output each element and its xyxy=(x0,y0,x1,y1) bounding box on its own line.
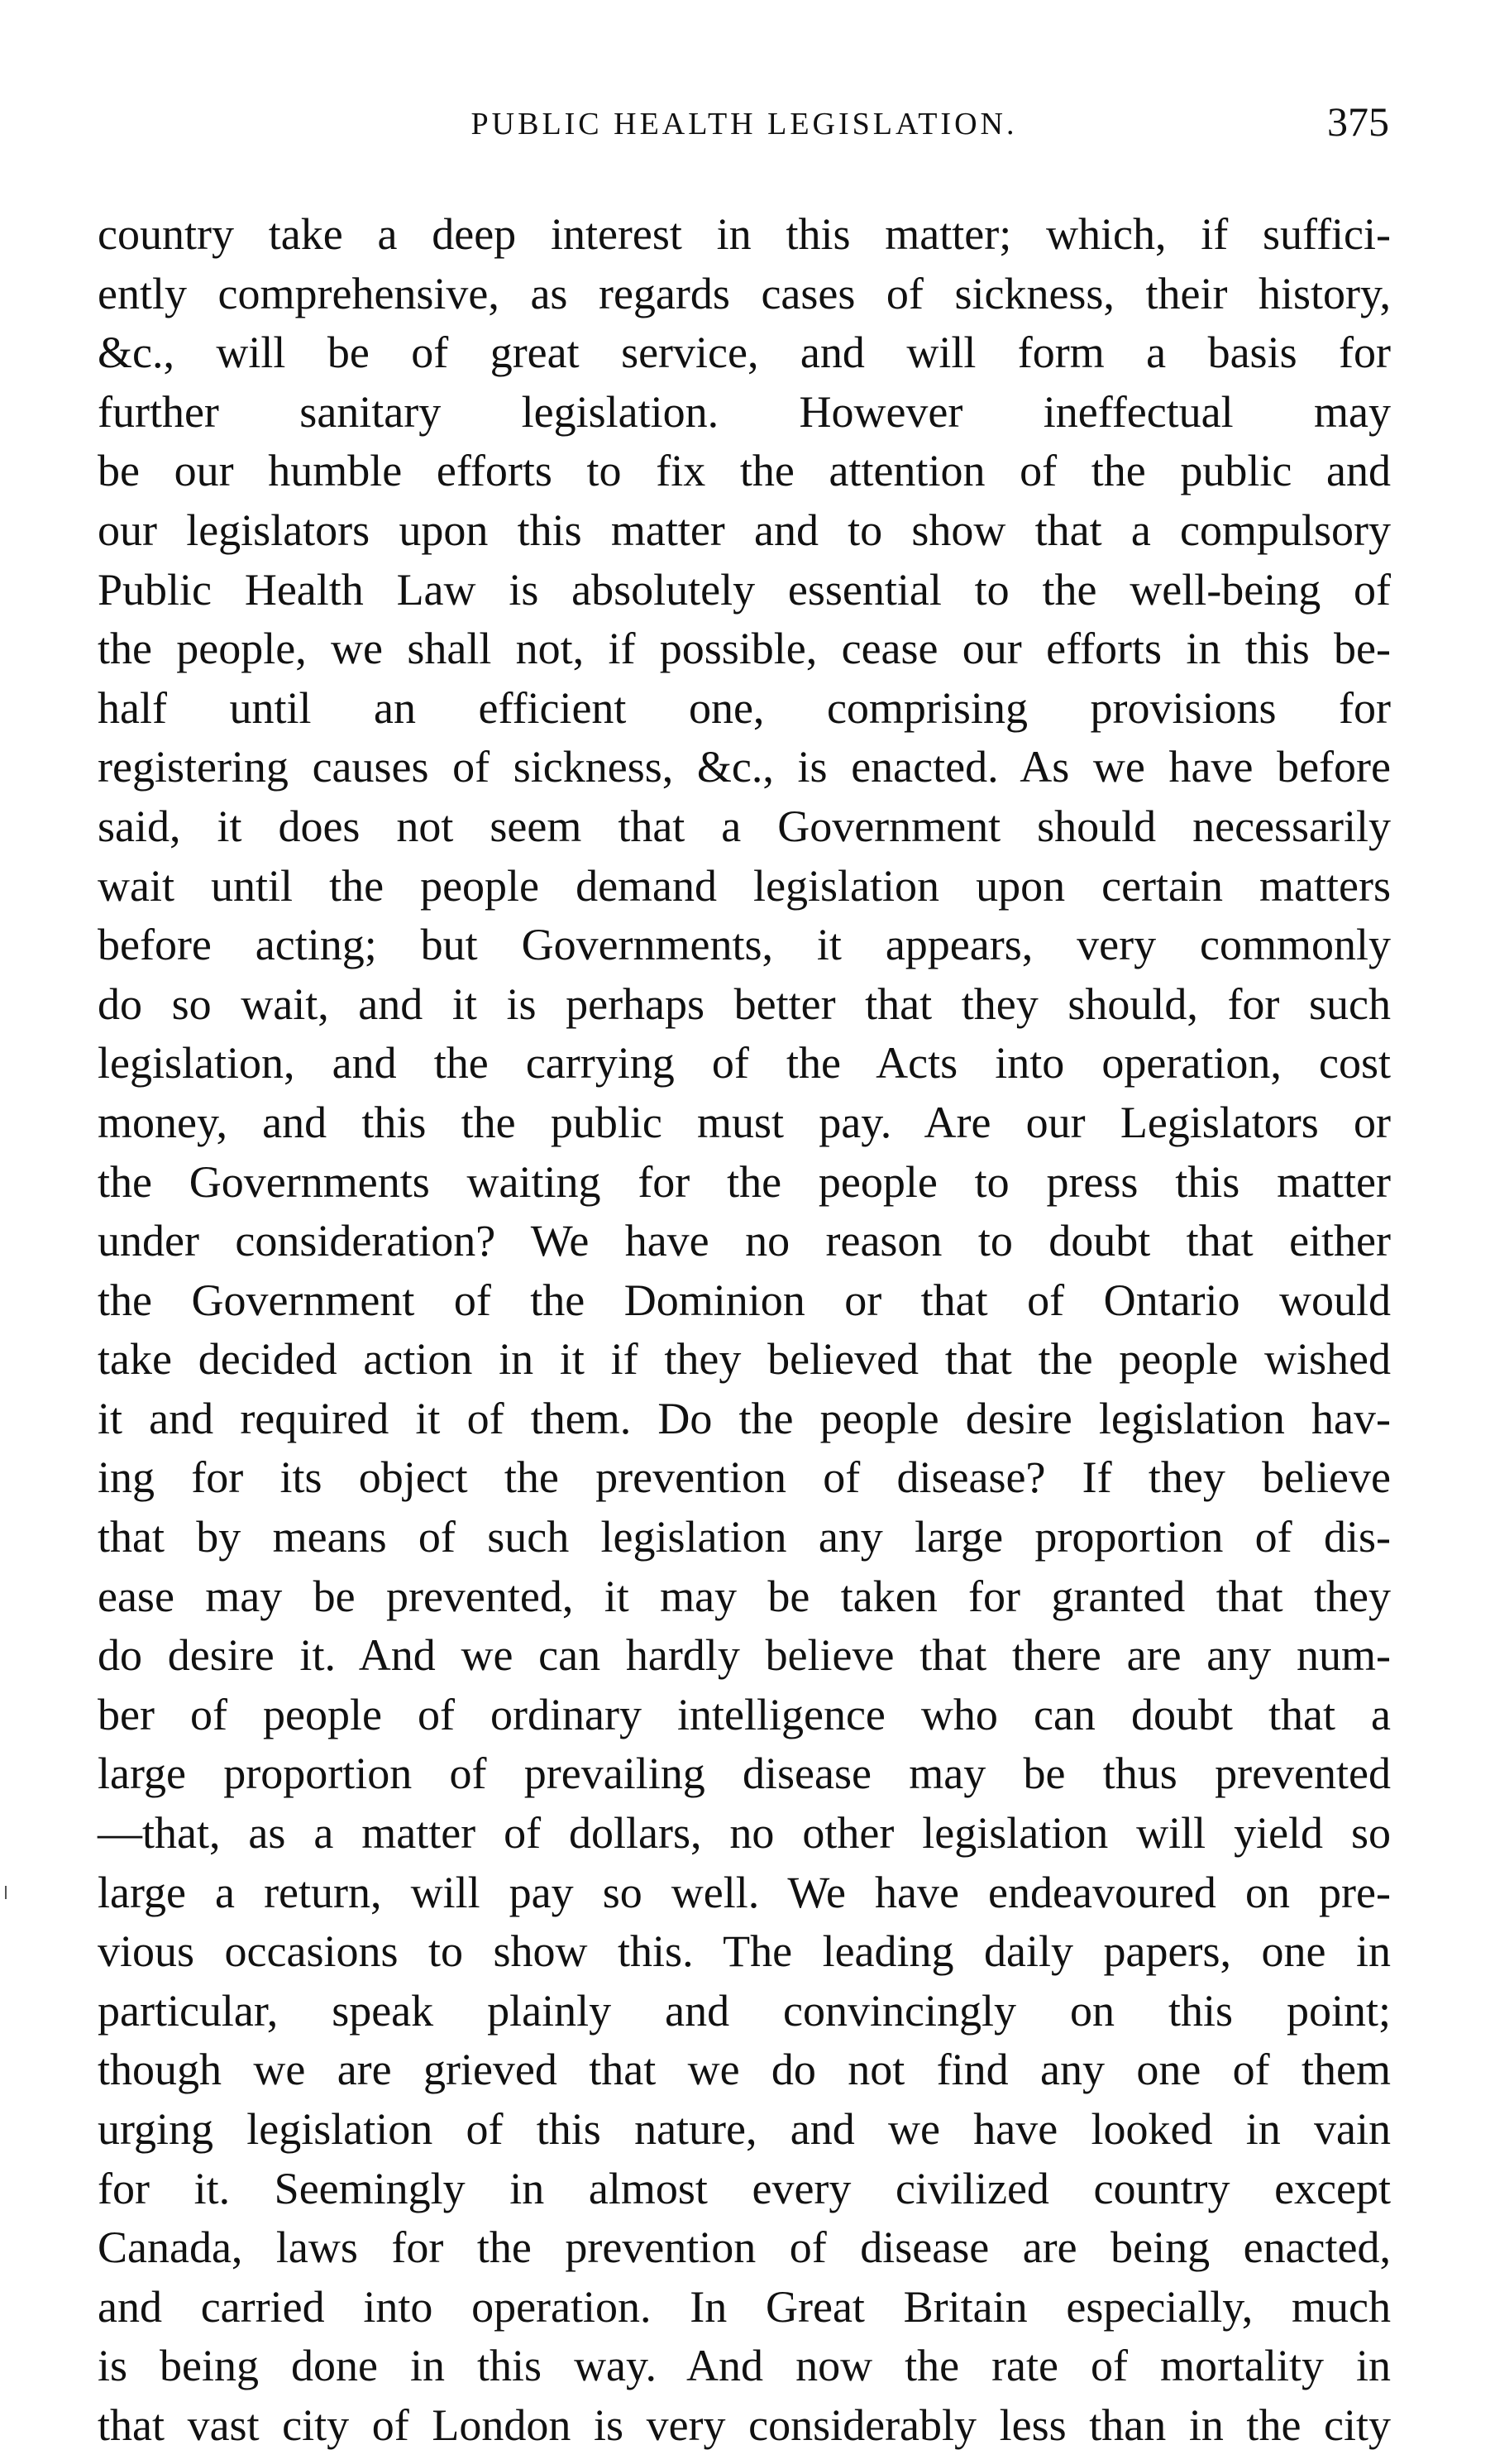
text-line: vious occasions to show this. The leading daily papers, one in xyxy=(98,1926,1391,1977)
text-line: large a return, will pay so well. We have endeavoured on pre- xyxy=(98,1867,1391,1917)
text-line: Canada, laws for the prevention of disease are being enacted, xyxy=(98,2222,1391,2273)
text-line: for it. Seemingly in almost every civilized country except xyxy=(98,2163,1391,2213)
text-line: money, and this the public must pay. Are our Legislators or xyxy=(98,1097,1391,1147)
margin-mark xyxy=(5,1886,7,1899)
text-line: is being done in this way. And now the rate of mortality in xyxy=(98,2341,1391,2391)
text-line: it and required it of them. Do the people desire legislation hav- xyxy=(98,1393,1391,1443)
text-line: ently comprehensive, as regards cases of sickness, their history, xyxy=(98,268,1391,318)
text-line: that by means of such legislation any large proportion of dis- xyxy=(98,1512,1391,1562)
text-line: the people, we shall not, if possible, cease our efforts in this be- xyxy=(98,624,1391,674)
text-line: under consideration? We have no reason to doubt that either xyxy=(98,1216,1391,1266)
text-line: our legislators upon this matter and to show that a compulsory xyxy=(98,505,1391,555)
text-line: and carried into operation. In Great Britain especially, much xyxy=(98,2281,1391,2332)
text-line: do desire it. And we can hardly believe that there are any num- xyxy=(98,1630,1391,1681)
text-line: large proportion of prevailing disease may be thus prevented xyxy=(98,1749,1391,1799)
text-line: &c., will be of great service, and will form a basis for xyxy=(98,328,1391,378)
text-line: take decided action in it if they believed that the people wished xyxy=(98,1334,1391,1385)
text-line: wait until the people demand legislation upon certain matters xyxy=(98,860,1391,911)
text-line: particular, speak plainly and convincingly on this point; xyxy=(98,1985,1391,2036)
text-line: said, it does not seem that a Government should necessarily xyxy=(98,801,1391,851)
running-header xyxy=(99,98,1389,155)
text-line: ease may be prevented, it may be taken for granted that they xyxy=(98,1571,1391,1621)
text-line: ing for its object the prevention of disease? If they believe xyxy=(98,1452,1391,1503)
text-line: legislation, and the carrying of the Acts into operation, cost xyxy=(98,1038,1391,1088)
text-line: the Government of the Dominion or that of Ontario would xyxy=(98,1275,1391,1325)
text-line: before acting; but Governments, it appears, very commonly xyxy=(98,920,1391,970)
text-line: half until an efficient one, comprising provisions for xyxy=(98,682,1391,733)
text-line: —that, as a matter of dollars, no other legislation will yield so xyxy=(98,1808,1391,1859)
text-line: Public Health Law is absolutely essential to the well-being of xyxy=(98,564,1391,615)
text-line: country take a deep interest in this matter; which, if suffici- xyxy=(98,209,1391,259)
page-number: 375 xyxy=(1327,98,1389,145)
text-line: though we are grieved that we do not find any one of them xyxy=(98,2045,1391,2095)
text-line: ber of people of ordinary intelligence who can doubt that a xyxy=(98,1689,1391,1739)
running-title: PUBLIC HEALTH LEGISLATION. xyxy=(470,107,1018,141)
text-line: that vast city of London is very considerably less than in the city xyxy=(98,2399,1391,2450)
text-line: registering causes of sickness, &c., is enacted. As we have before xyxy=(98,742,1391,792)
text-line: the Governments waiting for the people to press this matter xyxy=(98,1156,1391,1207)
text-line: do so wait, and it is perhaps better that they should, for such xyxy=(98,978,1391,1029)
text-line: urging legislation of this nature, and we have looked in vain xyxy=(98,2104,1391,2154)
text-line: further sanitary legislation. However ineffectual may xyxy=(98,386,1391,437)
text-line: be our humble efforts to fix the attention of the public and xyxy=(98,446,1391,496)
body-paragraph xyxy=(98,205,1391,2456)
